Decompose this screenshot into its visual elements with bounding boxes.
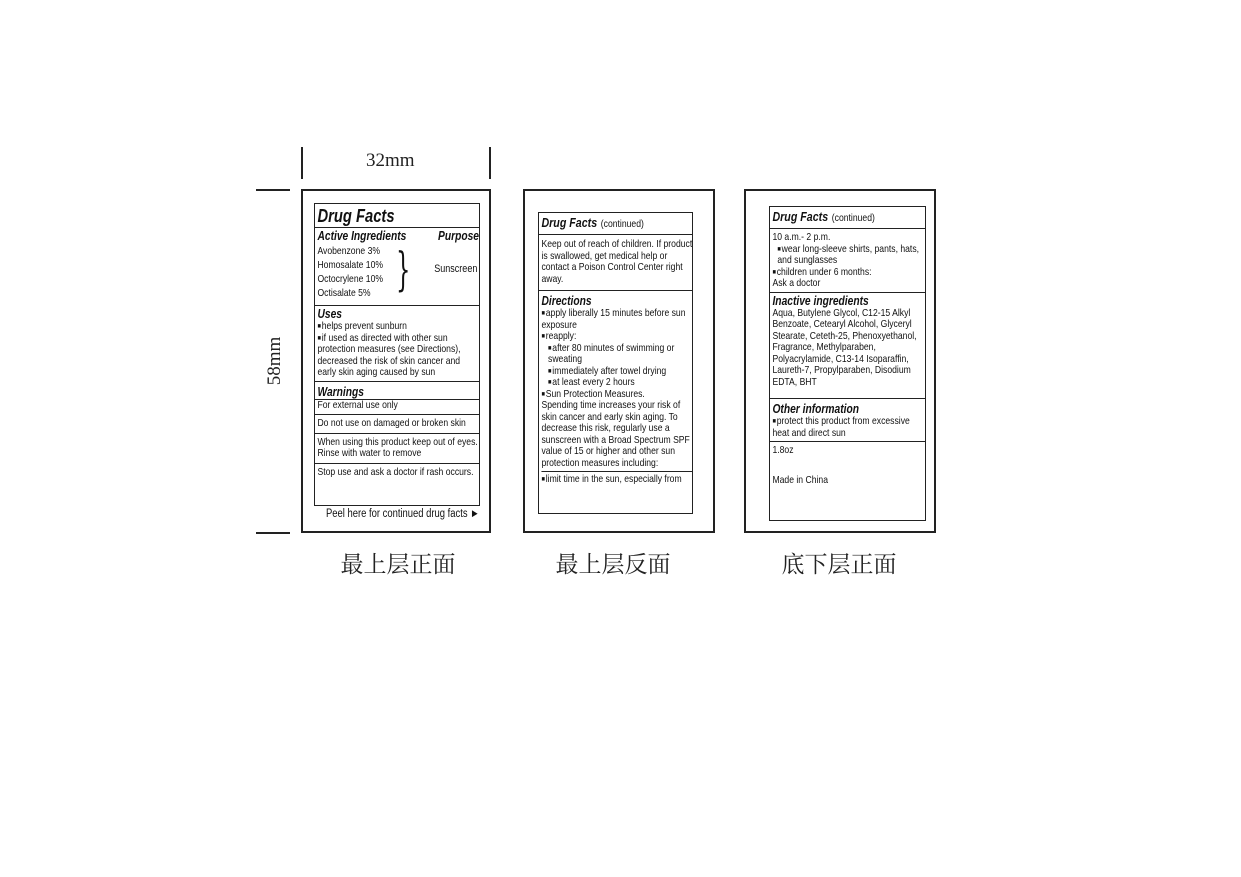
use-item: ■ helps prevent sunburn	[317, 321, 479, 333]
bottom-panel	[744, 189, 936, 533]
front-caption: 最上层正面	[340, 552, 456, 578]
height-dimension: 58mm	[264, 336, 285, 386]
front-drug-facts-box	[314, 203, 480, 506]
width-tick-right	[489, 147, 491, 179]
width-tick-left	[301, 147, 303, 179]
direction-item: ■ apply liberally 15 minutes before sun exposure	[541, 308, 692, 331]
net-size: 1.8oz	[772, 444, 794, 456]
directions-heading: Directions	[541, 294, 592, 308]
made-in: Made in China	[772, 473, 828, 486]
brace-icon: }	[396, 242, 411, 296]
warning-item: When using this product keep out of eyes. Rinse with water to remove	[315, 434, 480, 464]
width-dimension: 32mm	[366, 150, 415, 171]
use-item: ■ if used as directed with other sun protection measures (see Directions), decreased the risk of skin cancer and early skin aging caused by sun	[317, 333, 479, 379]
keep-out-of-reach: Keep out of reach of children. If product is swallowed, get medical help or contact a Poison Control Center right away.	[539, 235, 693, 291]
ingredient-item: Homosalate 10%	[317, 259, 384, 271]
other-info: ■ protect this product from excessive heat and direct sun	[772, 416, 925, 439]
height-tick-bottom	[256, 532, 290, 534]
inactive-ingredients: Aqua, Butylene Glycol, C12-15 Alkyl Benzoate, Cetearyl Alcohol, Glyceryl Stearate, Ceteth-25, Phenoxyethanol, Fragrance, Methylparaben, Polyacrylamide, C13-14 Isoparaffin, Laureth-7, Propylparaben, Disodium EDTA, BHT	[772, 306, 917, 388]
other-info-heading: Other information	[772, 402, 860, 416]
bottom-caption: 底下层正面	[781, 552, 897, 578]
inactive-heading: Inactive ingredients	[772, 293, 869, 308]
warning-item: Do not use on damaged or broken skin	[315, 415, 480, 434]
direction-item: ■ at least every 2 hours	[541, 377, 692, 389]
warnings-heading: Warnings	[317, 384, 364, 399]
back-title: Drug Facts	[541, 215, 598, 230]
direction-item: ■ immediately after towel drying	[541, 366, 692, 378]
back-drug-facts-box	[538, 212, 693, 514]
ingredient-item: Octocrylene 10%	[317, 273, 384, 285]
front-title: Drug Facts	[317, 206, 395, 226]
front-panel	[301, 189, 491, 533]
ingredient-item: Octisalate 5%	[317, 287, 371, 299]
height-tick-top	[256, 189, 290, 191]
continued-lines: 10 a.m.- 2 p.m. ■ wear long-sleeve shirts, pants, hats, and sunglasses ■ children under 6 months: Ask a doctor	[770, 229, 926, 293]
direction-item: ■ reapply:	[541, 331, 692, 343]
purpose-heading: Purpose	[437, 229, 479, 243]
active-ingredients-heading: Active Ingredients	[317, 229, 407, 243]
direction-item: ■ limit time in the sun, especially from	[541, 471, 692, 486]
ingredient-item: Avobenzone 3%	[317, 245, 381, 257]
bottom-drug-facts-box	[769, 206, 926, 521]
peel-instruction[interactable]: Peel here for continued drug facts ►	[326, 508, 480, 520]
direction-item: ■ after 80 minutes of swimming or sweating	[541, 343, 692, 366]
bottom-title-suffix: (continued)	[831, 212, 875, 224]
warning-item: For external use only	[315, 400, 480, 416]
direction-item: ■ Sun Protection Measures.	[541, 389, 692, 401]
bottom-title: Drug Facts	[772, 209, 829, 224]
back-caption: 最上层反面	[555, 552, 671, 578]
warnings-list	[315, 400, 480, 482]
warning-item: Stop use and ask a doctor if rash occurs.	[317, 465, 474, 478]
purpose-value: Sunscreen	[434, 263, 478, 275]
uses-heading: Uses	[317, 307, 342, 321]
direction-item: Spending time increases your risk of skin cancer and early skin aging. To decrease this risk, regularly use a sunscreen with a Broad Spectrum SPF value of 15 or higher and other sun protection measures including:	[541, 399, 690, 469]
back-panel	[523, 189, 715, 533]
uses-list	[317, 321, 479, 379]
back-title-suffix: (continued)	[600, 218, 644, 230]
directions-list	[541, 308, 692, 486]
